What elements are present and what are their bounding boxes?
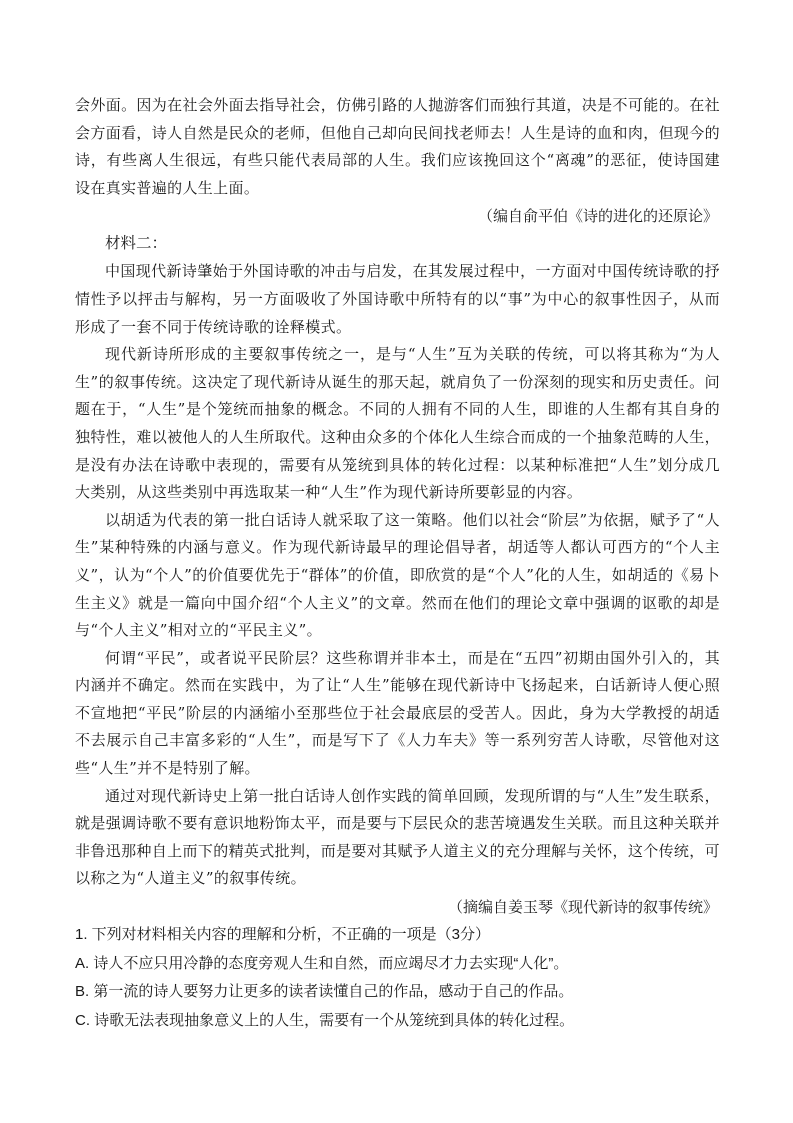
material2-paragraph-5: 通过对现代新诗史上第一批白话诗人创作实践的简单回顾，发现所谓的与“人生”发生联系，就是强调诗歌不要有意识地粉饰太平，而是要与下层民众的悲苦境遇发生关联。而且这种关联并非鲁迅那种自上而下的精英式批判，而是要对其赋予人道主义的充分理解与关怀，这个传统，可以称之为“人道主义”的叙事传统。 bbox=[75, 786, 720, 888]
material2-paragraph-4: 何谓“平民”，或者说平民阶层？这些称谓并非本土，而是在“五四”初期由国外引入的，其内涵并不确定。然而在实践中，为了让“人生”能够在现代新诗中飞扬起来，白话新诗人便心照不宣地把“平民”阶层的内涵缩小至那些位于社会最底层的受苦人。因此，身为大学教授的胡适不去展示自己丰富多彩的“人生”，而是写下了《人力车夫》等一系列穷苦人诗歌，尽管他对这些“人生”并不是特别了解。 bbox=[75, 648, 720, 778]
material1-source: （编自俞平伯《诗的进化的还原论》 bbox=[477, 207, 718, 226]
material2-paragraph-3: 以胡适为代表的第一批白话诗人就采取了这一策略。他们以社会“阶层”为依据，赋予了“人生”某种特殊的内涵与意义。作为现代新诗最早的理论倡导者，胡适等人都认可西方的“个人主义”，认为“个人”的价值要优先于“群体”的价值，即欣赏的是“个人”化的人生，如胡适的《易卜生主义》就是一篇向中国介绍“个人主义”的文章。然而在他们的理论文章中强调的讴歌的却是与“个人主义”相对立的“平民主义”。 bbox=[75, 510, 720, 640]
material1-tail-paragraph: 会外面。因为在社会外面去指导社会，仿佛引路的人抛游客们而独行其道，决是不可能的。在社会方面看，诗人自然是民众的老师，但他自己却向民间找老师去！人生是诗的血和肉，但现今的诗，有些离人生很远，有些只能代表局部的人生。我们应该挽回这个“离魂”的恶征，使诗国建设在真实普遍的人生上面。 bbox=[75, 96, 720, 197]
question-option-b: B. 第一流的诗人要努力让更多的读者读懂自己的作品，感动于自己的作品。 bbox=[75, 983, 574, 1001]
question-stem: 1. 下列对材料相关内容的理解和分析，不正确的一项是（3分） bbox=[75, 926, 491, 944]
question-option-a: A. 诗人不应只用冷静的态度旁观人生和自然，而应竭尽才力去实现“人化”。 bbox=[75, 954, 569, 972]
material2-paragraph-2: 现代新诗所形成的主要叙事传统之一，是与“人生”互为关联的传统，可以将其称为“为人生”的叙事传统。这决定了现代新诗从诞生的那天起，就肩负了一份深刻的现实和历史责任。问题在于，“人生”是个笼统而抽象的概念。不同的人拥有不同的人生，即谁的人生都有其自身的独特性，难以被他人的人生所取代。这种由众多的个体化人生综合而成的一个抽象范畴的人生，是没有办法在诗歌中表现的，需要有从笼统到具体的转化过程：以某种标准把“人生”划分成几大类别，从这些类别中再选取某一种“人生”作为现代新诗所要彰显的内容。 bbox=[75, 345, 720, 502]
material2-paragraph-1: 中国现代新诗肇始于外国诗歌的冲击与启发，在其发展过程中，一方面对中国传统诗歌的抒情性予以抨击与解构，另一方面吸收了外国诗歌中所特有的以“事”为中心的叙事性因子，从而形成了一套不同于传统诗歌的诠释模式。 bbox=[75, 262, 720, 336]
material2-source: （摘编自姜玉琴《现代新诗的叙事传统》 bbox=[447, 898, 718, 917]
question-option-c: C. 诗歌无法表现抽象意义上的人生，需要有一个从笼统到具体的转化过程。 bbox=[75, 1011, 575, 1029]
document-page bbox=[75, 92, 720, 1035]
material2-label: 材料二： bbox=[105, 235, 168, 253]
